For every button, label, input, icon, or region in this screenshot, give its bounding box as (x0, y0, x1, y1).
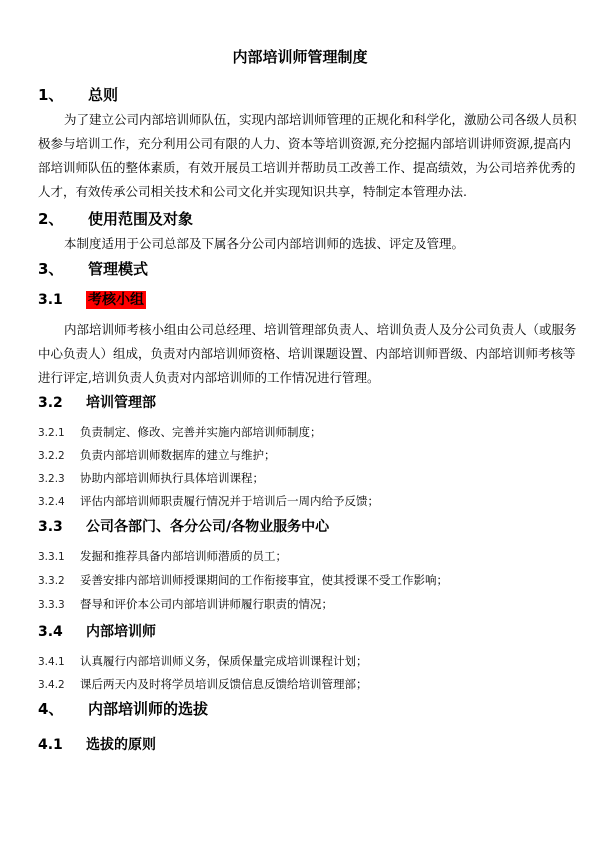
item-text: 课后两天内及时将学员培训反馈信息反馈给培训管理部； (80, 677, 368, 691)
document-title: 内部培训师管理制度 (232, 48, 368, 66)
subsection-title: 培训管理部 (86, 395, 156, 411)
subsection-3-1-heading (38, 289, 146, 309)
section-3-heading (38, 258, 148, 279)
section-title: 内部培训师的选拔 (88, 700, 209, 718)
paragraph-line: 中心负责人）组成，负责对内部培训师资格、培训课题设置、内部培训师晋级、内部培训师考核等 (38, 346, 576, 361)
subsection-3-3-heading (38, 516, 329, 536)
list-item (38, 676, 368, 692)
item-number: 3.2.1 (38, 427, 65, 439)
list-item (38, 424, 322, 440)
item-text: 负责制定、修改、完善并实施内部培训师制度； (80, 425, 322, 439)
list-item (38, 596, 333, 612)
subsection-4-1-heading (38, 734, 156, 754)
paragraph-line: 内部培训师考核小组由公司总经理、培训管理部负责人、培训负责人及分公司负责人（或服务 (64, 322, 577, 337)
subsection-3-1-paragraph (38, 318, 577, 390)
list-item (38, 653, 368, 669)
item-number: 3.4.2 (38, 679, 65, 691)
item-text: 督导和评价本公司内部培训讲师履行职责的情况； (80, 597, 333, 611)
subsection-3-4-heading (38, 621, 156, 641)
paragraph-line: 人才，有效传承公司相关技术和公司文化并实现知识共享，特制定本管理办法. (38, 184, 467, 199)
item-number: 3.4.1 (38, 656, 65, 668)
section-number: 3、 (38, 260, 64, 278)
subsection-title: 选拔的原则 (86, 737, 156, 753)
list-item (38, 493, 379, 509)
item-text: 妥善安排内部培训师授课期间的工作衔接事宜，使其授课不受工作影响； (80, 573, 448, 587)
subsection-3-2-heading (38, 392, 156, 412)
highlighted-heading: 考核小组 (88, 292, 144, 308)
section-4-heading (38, 698, 208, 719)
item-number: 3.2.2 (38, 450, 65, 462)
paragraph-line: 本制度适用于公司总部及下属各分公司内部培训师的选拔、评定及管理。 (64, 236, 465, 251)
item-text: 负责内部培训师数据库的建立与维护； (80, 448, 276, 462)
section-1-heading (38, 84, 118, 105)
subsection-number: 3.3 (38, 519, 63, 535)
section-1-paragraph (38, 108, 577, 204)
subsection-title: 内部培训师 (86, 624, 156, 640)
subsection-number: 3.4 (38, 624, 63, 640)
item-text: 评估内部培训师职责履行情况并于培训后一周内给予反馈； (80, 494, 379, 508)
item-text: 发掘和推荐具备内部培训师潜质的员工； (80, 549, 287, 563)
item-number: 3.2.3 (38, 473, 65, 485)
paragraph-line: 进行评定,培训负责人负责对内部培训师的工作情况进行管理。 (38, 370, 380, 385)
paragraph-line: 极参与培训工作，充分利用公司有限的人力、资本等培训资源,充分挖掘内部培训讲师资源,提高内 (38, 136, 571, 151)
section-number: 1、 (38, 86, 64, 104)
section-2-paragraph (38, 232, 562, 256)
list-item (38, 447, 276, 463)
section-number: 4、 (38, 700, 64, 718)
item-text: 协助内部培训师执行具体培训课程； (80, 471, 264, 485)
section-number: 2、 (38, 210, 64, 228)
item-number: 3.3.1 (38, 551, 65, 563)
list-item (38, 572, 448, 588)
subsection-number: 4.1 (38, 737, 63, 753)
item-text: 认真履行内部培训师义务，保质保量完成培训课程计划； (80, 654, 368, 668)
subsection-number: 3.1 (38, 292, 63, 308)
subsection-title: 公司各部门、各分公司/各物业服务中心 (86, 519, 330, 535)
paragraph-line: 部培训师队伍的整体素质，有效开展员工培训并帮助员工改善工作、提高绩效，为公司培养优秀的 (38, 160, 576, 175)
list-item (38, 470, 264, 486)
item-number: 3.3.3 (38, 599, 65, 611)
section-title: 管理模式 (88, 260, 149, 278)
item-number: 3.2.4 (38, 496, 65, 508)
section-2-heading (38, 208, 193, 229)
paragraph-line: 为了建立公司内部培训师队伍，实现内部培训师管理的正规化和科学化，激励公司各级人员积 (64, 112, 577, 127)
section-title: 总则 (88, 86, 119, 104)
list-item (38, 548, 287, 564)
section-title: 使用范围及对象 (88, 210, 194, 228)
item-number: 3.3.2 (38, 575, 65, 587)
subsection-number: 3.2 (38, 395, 63, 411)
